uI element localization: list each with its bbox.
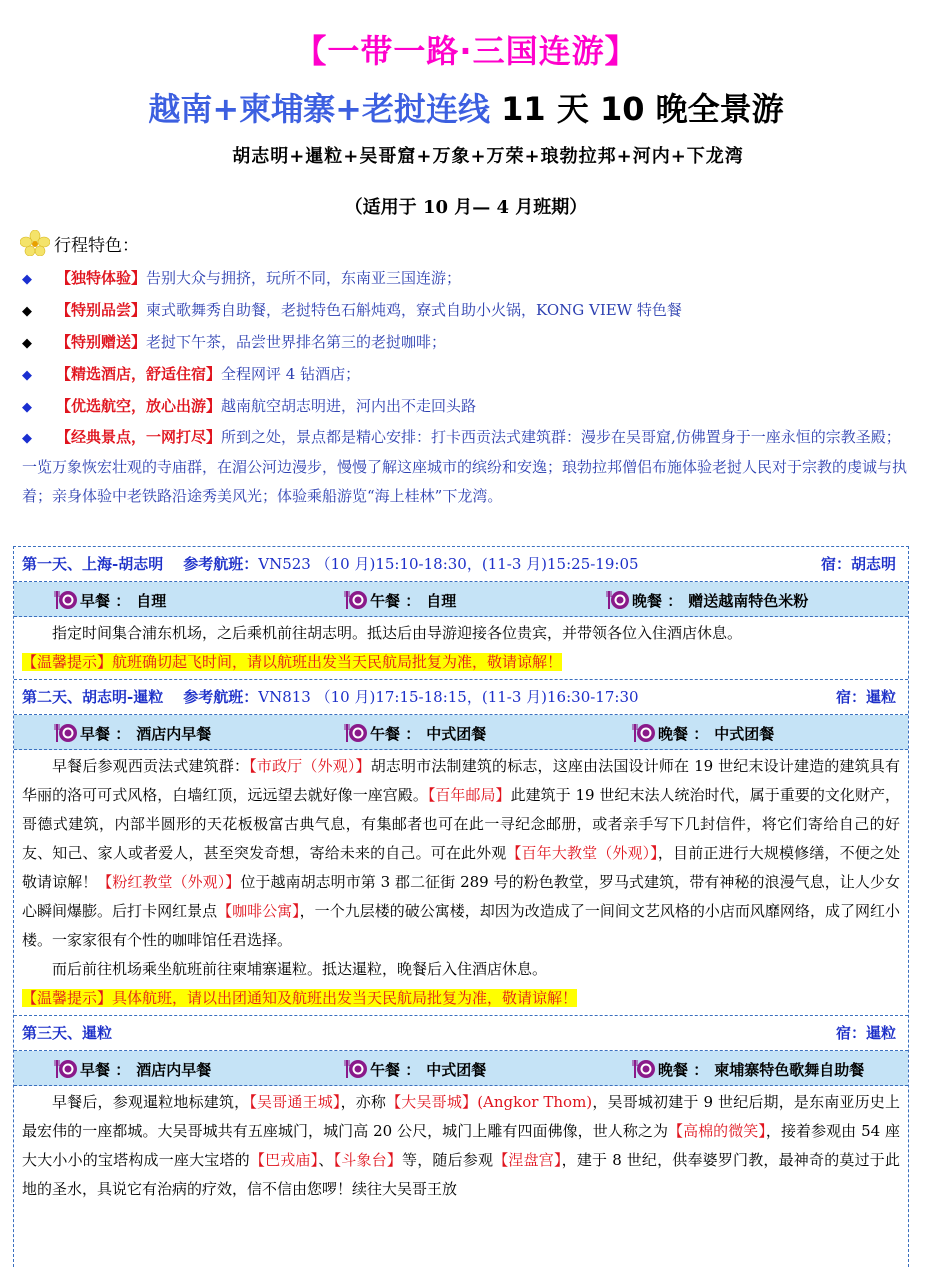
dining-icon bbox=[54, 1058, 78, 1080]
dining-icon bbox=[54, 722, 78, 744]
dinner: 晚餐 ： 柬埔寨特色歌舞自助餐 bbox=[632, 1058, 864, 1080]
stay-location: 宿：暹粒 bbox=[835, 688, 896, 706]
flight-info: 参考航班：VN523 （10 月)15:10-18:30，(11-3 月)15:25-19:05 bbox=[183, 555, 639, 573]
meals-row bbox=[14, 582, 908, 617]
day-header bbox=[14, 1016, 908, 1051]
flower-icon bbox=[20, 230, 50, 256]
stay-location: 宿：暹粒 bbox=[835, 1024, 896, 1042]
itinerary-table bbox=[13, 546, 909, 1267]
day-title: 第三天、暹粒 bbox=[22, 1024, 113, 1042]
feature-item: ◆ 【特别品尝】柬式歌舞秀自助餐，老挝特色石斛炖鸡，寮式自助小火锅，KONG VIEW 特色餐 bbox=[22, 295, 910, 327]
diamond-bullet-icon: ◆ bbox=[22, 368, 32, 383]
day-header bbox=[14, 547, 908, 582]
tour-title-route: 越南+柬埔寨+老挝连线 bbox=[148, 90, 490, 128]
meals-row bbox=[14, 715, 908, 750]
breakfast: 早餐 ： 自理 bbox=[54, 589, 166, 611]
dining-icon bbox=[632, 722, 656, 744]
feature-item: ◆ 【精选酒店，舒适住宿】全程网评 4 钻酒店； bbox=[22, 359, 910, 391]
feature-item: ◆ 【经典景点，一网打尽】所到之处，景点都是精心安排：打卡西贡法式建筑群：漫步在吴哥窟,仿佛置身于一座永恒的宗教圣殿；一览万象恢宏壮观的寺庙群，在湄公河边漫步，慢慢了解这座城市的缤纷和安逸；琅勃拉邦僧侣布施体验老挝人民对于宗教的虔诚与执着；亲身体验中老铁路沿途秀美风光；体验乘船游览“海上桂林”下龙湾。 bbox=[22, 423, 910, 511]
dining-icon bbox=[344, 1058, 368, 1080]
tour-title-duration: 11 天 10 晚全景游 bbox=[490, 90, 784, 128]
dining-icon bbox=[344, 589, 368, 611]
stay-location: 宿：胡志明 bbox=[820, 555, 896, 573]
tour-title bbox=[0, 84, 932, 130]
page-title: 【一带一路·三国连游】 bbox=[294, 32, 638, 70]
feature-item: ◆ 【特别赠送】老挝下午茶，品尝世界排名第三的老挝咖啡； bbox=[22, 327, 910, 359]
dining-icon bbox=[606, 589, 630, 611]
features-list bbox=[22, 263, 910, 511]
feature-item: ◆ 【独特体验】告别大众与拥挤，玩所不同，东南亚三国连游； bbox=[22, 263, 910, 295]
diamond-bullet-icon: ◆ bbox=[22, 304, 32, 319]
day-description: 早餐后，参观暹粒地标建筑，【吴哥通王城】，亦称【大吴哥城】(Angkor Thom)，吴哥城初建于 9 世纪后期，是东南亚历史上最宏伟的一座都城。大吴哥城共有五座城门，城门高 20 公尺，城门上雕有四面佛像，世人称之为【高棉的微笑】，接着参观由 54 座大大小小的宝塔构成一座大宝塔的【巴戎庙】、【斗象台】等，随后参观【涅盘宫】，建于 8 世纪，供奉婆罗门教，最神奇的莫过于此地的圣水，具说它有治病的疗效，信不信由您啰！续往大吴哥王放 bbox=[22, 1093, 900, 1198]
lunch: 午餐 ： 中式团餐 bbox=[344, 1058, 486, 1080]
lunch: 午餐 ： 自理 bbox=[344, 589, 456, 611]
diamond-bullet-icon: ◆ bbox=[22, 431, 32, 446]
dinner: 晚餐 ： 中式团餐 bbox=[632, 722, 774, 744]
flight-info: 参考航班：VN813 （10 月)17:15-18:15，(11-3 月)16:30-17:30 bbox=[183, 688, 639, 706]
day-title: 第一天、上海-胡志明 bbox=[22, 555, 164, 573]
tip-note: 【温馨提示】具体航班，请以出团通知及航班出发当天民航局批复为准，敬请谅解！ bbox=[22, 989, 578, 1007]
diamond-bullet-icon: ◆ bbox=[22, 400, 32, 415]
day-description: 指定时间集合浦东机场，之后乘机前往胡志明。抵达后由导游迎接各位贵宾，并带领各位入住酒店休息。 【温馨提示】航班确切起飞时间，请以航班出发当天民航局批复为准，敬请谅解！ bbox=[14, 617, 908, 680]
features-heading bbox=[20, 230, 139, 256]
lunch: 午餐 ： 中式团餐 bbox=[344, 722, 486, 744]
diamond-bullet-icon: ◆ bbox=[22, 336, 32, 351]
feature-item: ◆ 【优选航空，放心出游】越南航空胡志明进，河内出不走回头路 bbox=[22, 391, 910, 423]
tip-note: 【温馨提示】航班确切起飞时间，请以航班出发当天民航局批复为准，敬请谅解！ bbox=[22, 653, 563, 671]
meals-row bbox=[14, 1051, 908, 1086]
day-description: 早餐后参观西贡法式建筑群：【市政厅（外观）】胡志明市法制建筑的标志，这座由法国设计师在 19 世纪末设计建造的建筑具有华丽的洛可可式风格，白墙红顶，远远望去就好像一座宫殿。【百年邮局】此建筑于 19 世纪末法人统治时代，属于重要的文化财产，哥德式建筑，内部半圆形的天花板极富古典气息，有集邮者也可在此一寻纪念邮册，或者亲手写下几封信件，将它们寄给自己的好友、知己、家人或者爱人，甚至突发奇想，寄给未来的自己。可在此外观【百年大教堂（外观）】，目前正进行大规模修缮，不便之处敬请谅解！【粉红教堂（外观）】位于越南胡志明市第 3 郡二征街 289 号的粉色教堂，罗马式建筑，带有神秘的浪漫气息，让人少女心瞬间爆膨。后打卡网红景点【咖啡公寓】，一个九层楼的破公寓楼，却因为改造成了一间间文艺风格的小店而风靡网络，成了网红小楼。一家家很有个性的咖啡馆任君选择。 而后前往机场乘坐航班前往柬埔寨暹粒。抵达暹粒，晚餐后入住酒店休息。 【温馨提示】具体航班，请以出团通知及航班出发当天民航局批复为准，敬请谅解！ bbox=[14, 750, 908, 1016]
season-period: （适用于 10 月— 4 月班期） bbox=[344, 197, 588, 218]
features-heading-label: 行程特色： bbox=[54, 235, 139, 256]
dinner: 晚餐 ： 赠送越南特色米粉 bbox=[606, 589, 808, 611]
day-title: 第二天、胡志明-暹粒 bbox=[22, 688, 164, 706]
dining-icon bbox=[344, 722, 368, 744]
day-header bbox=[14, 680, 908, 715]
dining-icon bbox=[54, 589, 78, 611]
breakfast: 早餐 ： 酒店内早餐 bbox=[54, 722, 211, 744]
dining-icon bbox=[632, 1058, 656, 1080]
route-subtitle: 胡志明+暹粒+吴哥窟+万象+万荣+琅勃拉邦+河内+下龙湾 bbox=[232, 146, 744, 167]
diamond-bullet-icon: ◆ bbox=[22, 272, 32, 287]
breakfast: 早餐 ： 酒店内早餐 bbox=[54, 1058, 211, 1080]
